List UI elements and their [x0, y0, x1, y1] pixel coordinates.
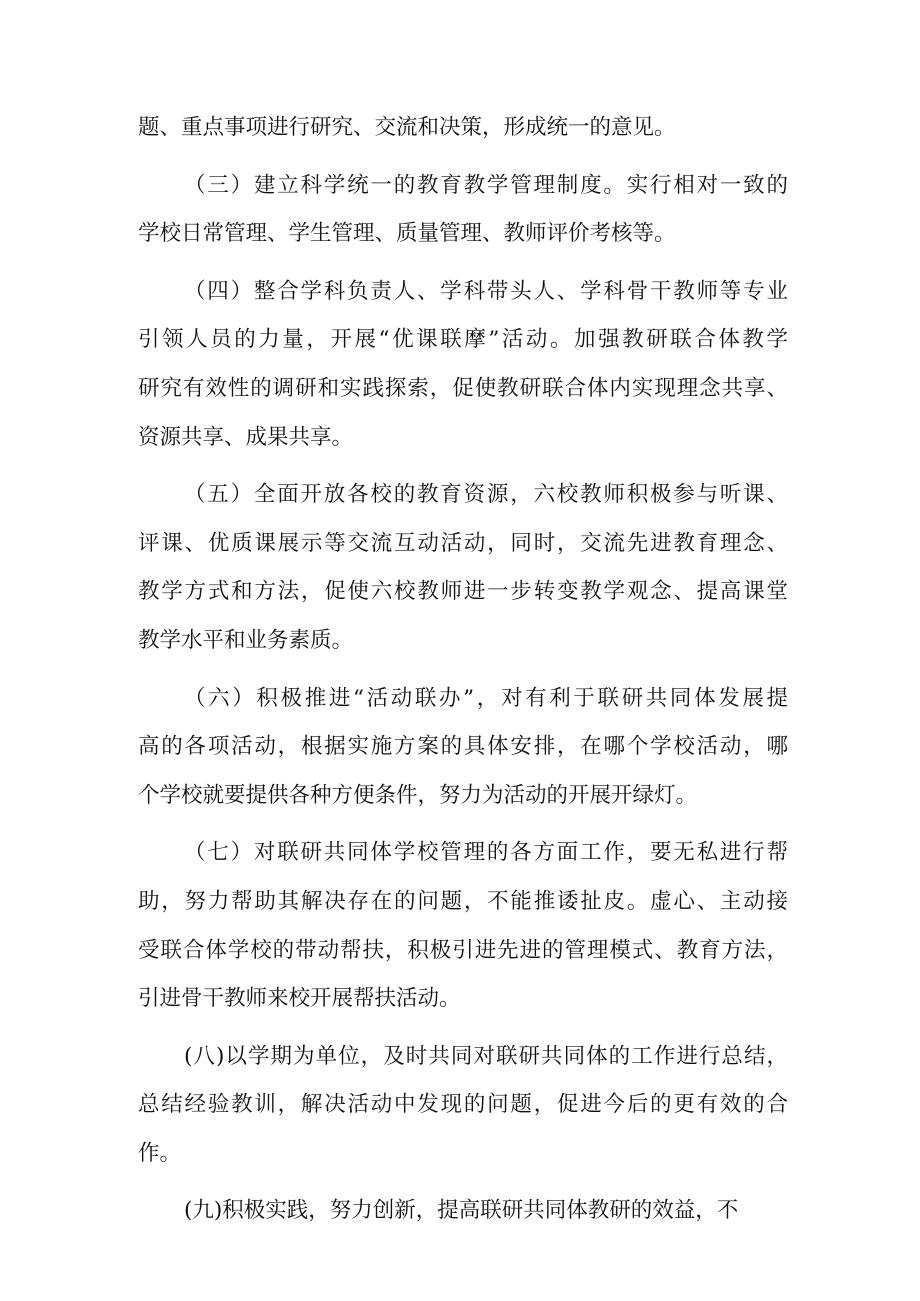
- paragraph-line: 评课、优质课展示等交流互动活动，同时，交流先进教育理念、: [138, 530, 788, 556]
- paragraph-line: 题、重点事项进行研究、交流和决策，形成统一的意见。: [138, 115, 676, 140]
- paragraph: [138, 675, 788, 821]
- paragraph-line: 教学方式和方法，促使六校教师进一步转变教学观念、提高课堂: [138, 579, 788, 605]
- paragraph-line: 教学水平和业务素质。: [138, 627, 354, 653]
- paragraph: [138, 104, 788, 153]
- paragraph-line: （四）整合学科负责人、学科带头人、学科骨干教师等专业: [184, 278, 788, 304]
- paragraph-line: 资源共享、成果共享。: [138, 424, 354, 450]
- paragraph-line: 学校日常管理、学生管理、质量管理、教师评价考核等。: [138, 221, 676, 247]
- paragraph: [138, 268, 788, 462]
- paragraph-line: 研究有效性的调研和实践探索，促使教研联合体内实现理念共享、: [138, 375, 788, 401]
- paragraph: [138, 829, 788, 1023]
- paragraph-line: 受联合体学校的带动帮扶，积极引进先进的管理模式、教育方法，: [138, 937, 788, 963]
- paragraph-line: 助，努力帮助其解决存在的问题，不能推诿扯皮。虚心、主动接: [138, 888, 788, 914]
- paragraph: [138, 1033, 788, 1179]
- paragraph: [138, 162, 788, 259]
- paragraph: [138, 471, 788, 665]
- paragraph-line: 引领人员的力量，开展“优课联摩”活动。加强教研联合体教学: [138, 327, 788, 353]
- paragraph-line: （六）积极推进“活动联办”，对有利于联研共同体发展提: [184, 685, 788, 711]
- paragraph-line: (九)积极实践，努力创新，提高联研共同体教研的效益，不: [184, 1198, 739, 1224]
- paragraph-line: 高的各项活动，根据实施方案的具体安排，在哪个学校活动，哪: [138, 734, 788, 760]
- paragraph-line: 作。: [138, 1140, 182, 1166]
- paragraph-line: 总结经验教训，解决活动中发现的问题，促进今后的更有效的合: [138, 1092, 788, 1118]
- paragraph-line: 引进骨干教师来校开展帮扶活动。: [138, 986, 461, 1012]
- paragraph: [138, 1187, 788, 1236]
- paragraph-line: （三）建立科学统一的教育教学管理制度。实行相对一致的: [184, 172, 788, 198]
- paragraph-line: （五）全面开放各校的教育资源，六校教师积极参与听课、: [184, 482, 788, 508]
- paragraph-line: （七）对联研共同体学校管理的各方面工作，要无私进行帮: [184, 840, 788, 866]
- paragraph-line: 个学校就要提供各种方便条件，努力为活动的开展开绿灯。: [138, 782, 698, 808]
- document-body: [138, 104, 788, 1245]
- paragraph-line: (八)以学期为单位，及时共同对联研共同体的工作进行总结，: [184, 1043, 788, 1069]
